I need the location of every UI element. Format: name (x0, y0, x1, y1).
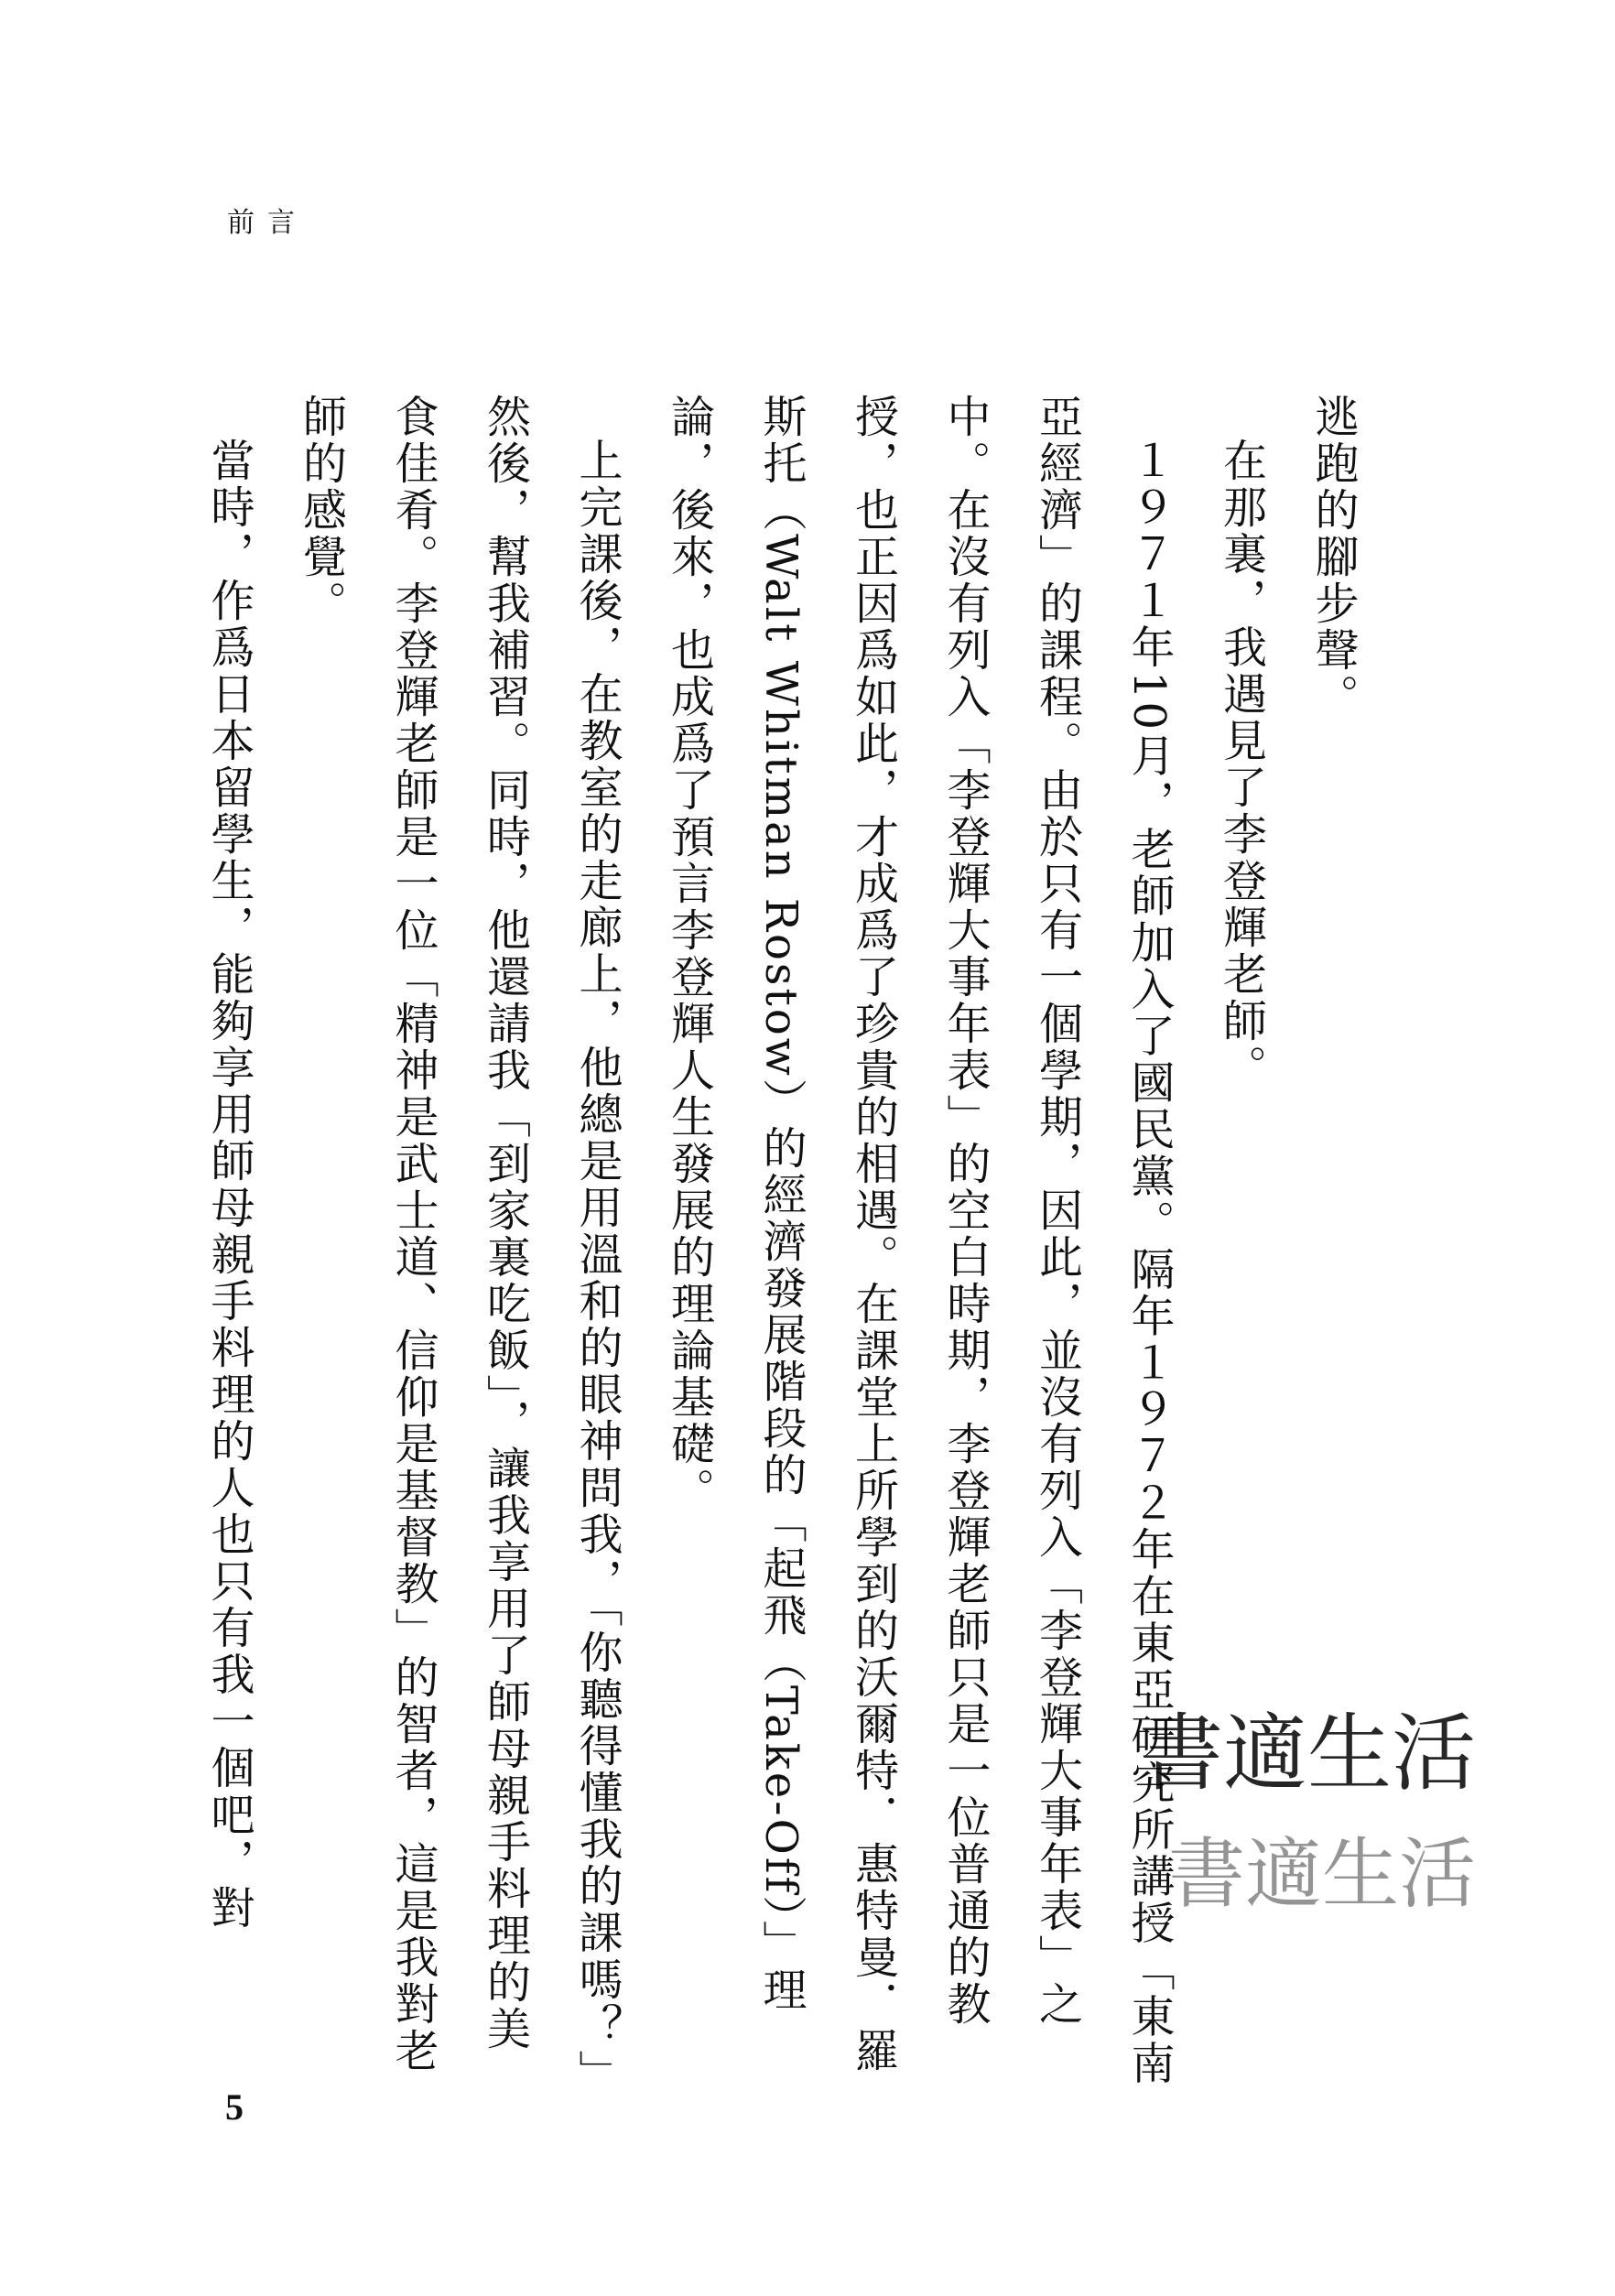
watermark-secondary: 書適生活 (1167, 1829, 1476, 1919)
paragraph-3: １９７１年10月，老師加入了國民黨。隔年１９７２年在東亞研究所講授「東南亞經濟」的課程。由於只有一個學期，因此，並沒有列入「李登輝大事年表」之中。在沒有列入「李登輝大事年表」的空白時期，李登輝老師只是一位普通的教授，也正因爲如此，才成爲了珍貴的相遇。在課堂上所學到的沃爾特．惠特曼．羅斯托（Walt Whitman Rostow）的經濟發展階段的「起飛（Take-Off）」理論，後來，也成爲了預言李登輝人生發展的理論基礎。 (663, 394, 1175, 2087)
body-text (203, 394, 1379, 2096)
watermark-primary: 書適生活 (1138, 1705, 1476, 1803)
paragraph-4: 上完課後，在教室的走廊上，他總是用溫和的眼神問我，「你聽得懂我的課嗎？」然後，幫我補習。同時，他還請我「到家裏吃飯」，讓我享用了師母親手料理的美食佳肴。李登輝老師是一位「精神是武士道、信仰是基督教」的智者，這是我對老師的感覺。 (295, 394, 623, 2096)
page-number: 5 (225, 2086, 244, 2128)
running-header: 前言 (227, 207, 308, 239)
paragraph-2: 在那裏，我遇見了李登輝老師。 (1215, 438, 1267, 1091)
paragraph-1: 逃跑的腳步聲。 (1307, 394, 1359, 720)
paragraph-5: 當時，作爲日本留學生，能夠享用師母親手料理的人也只有我一個吧，對 (203, 438, 255, 1932)
